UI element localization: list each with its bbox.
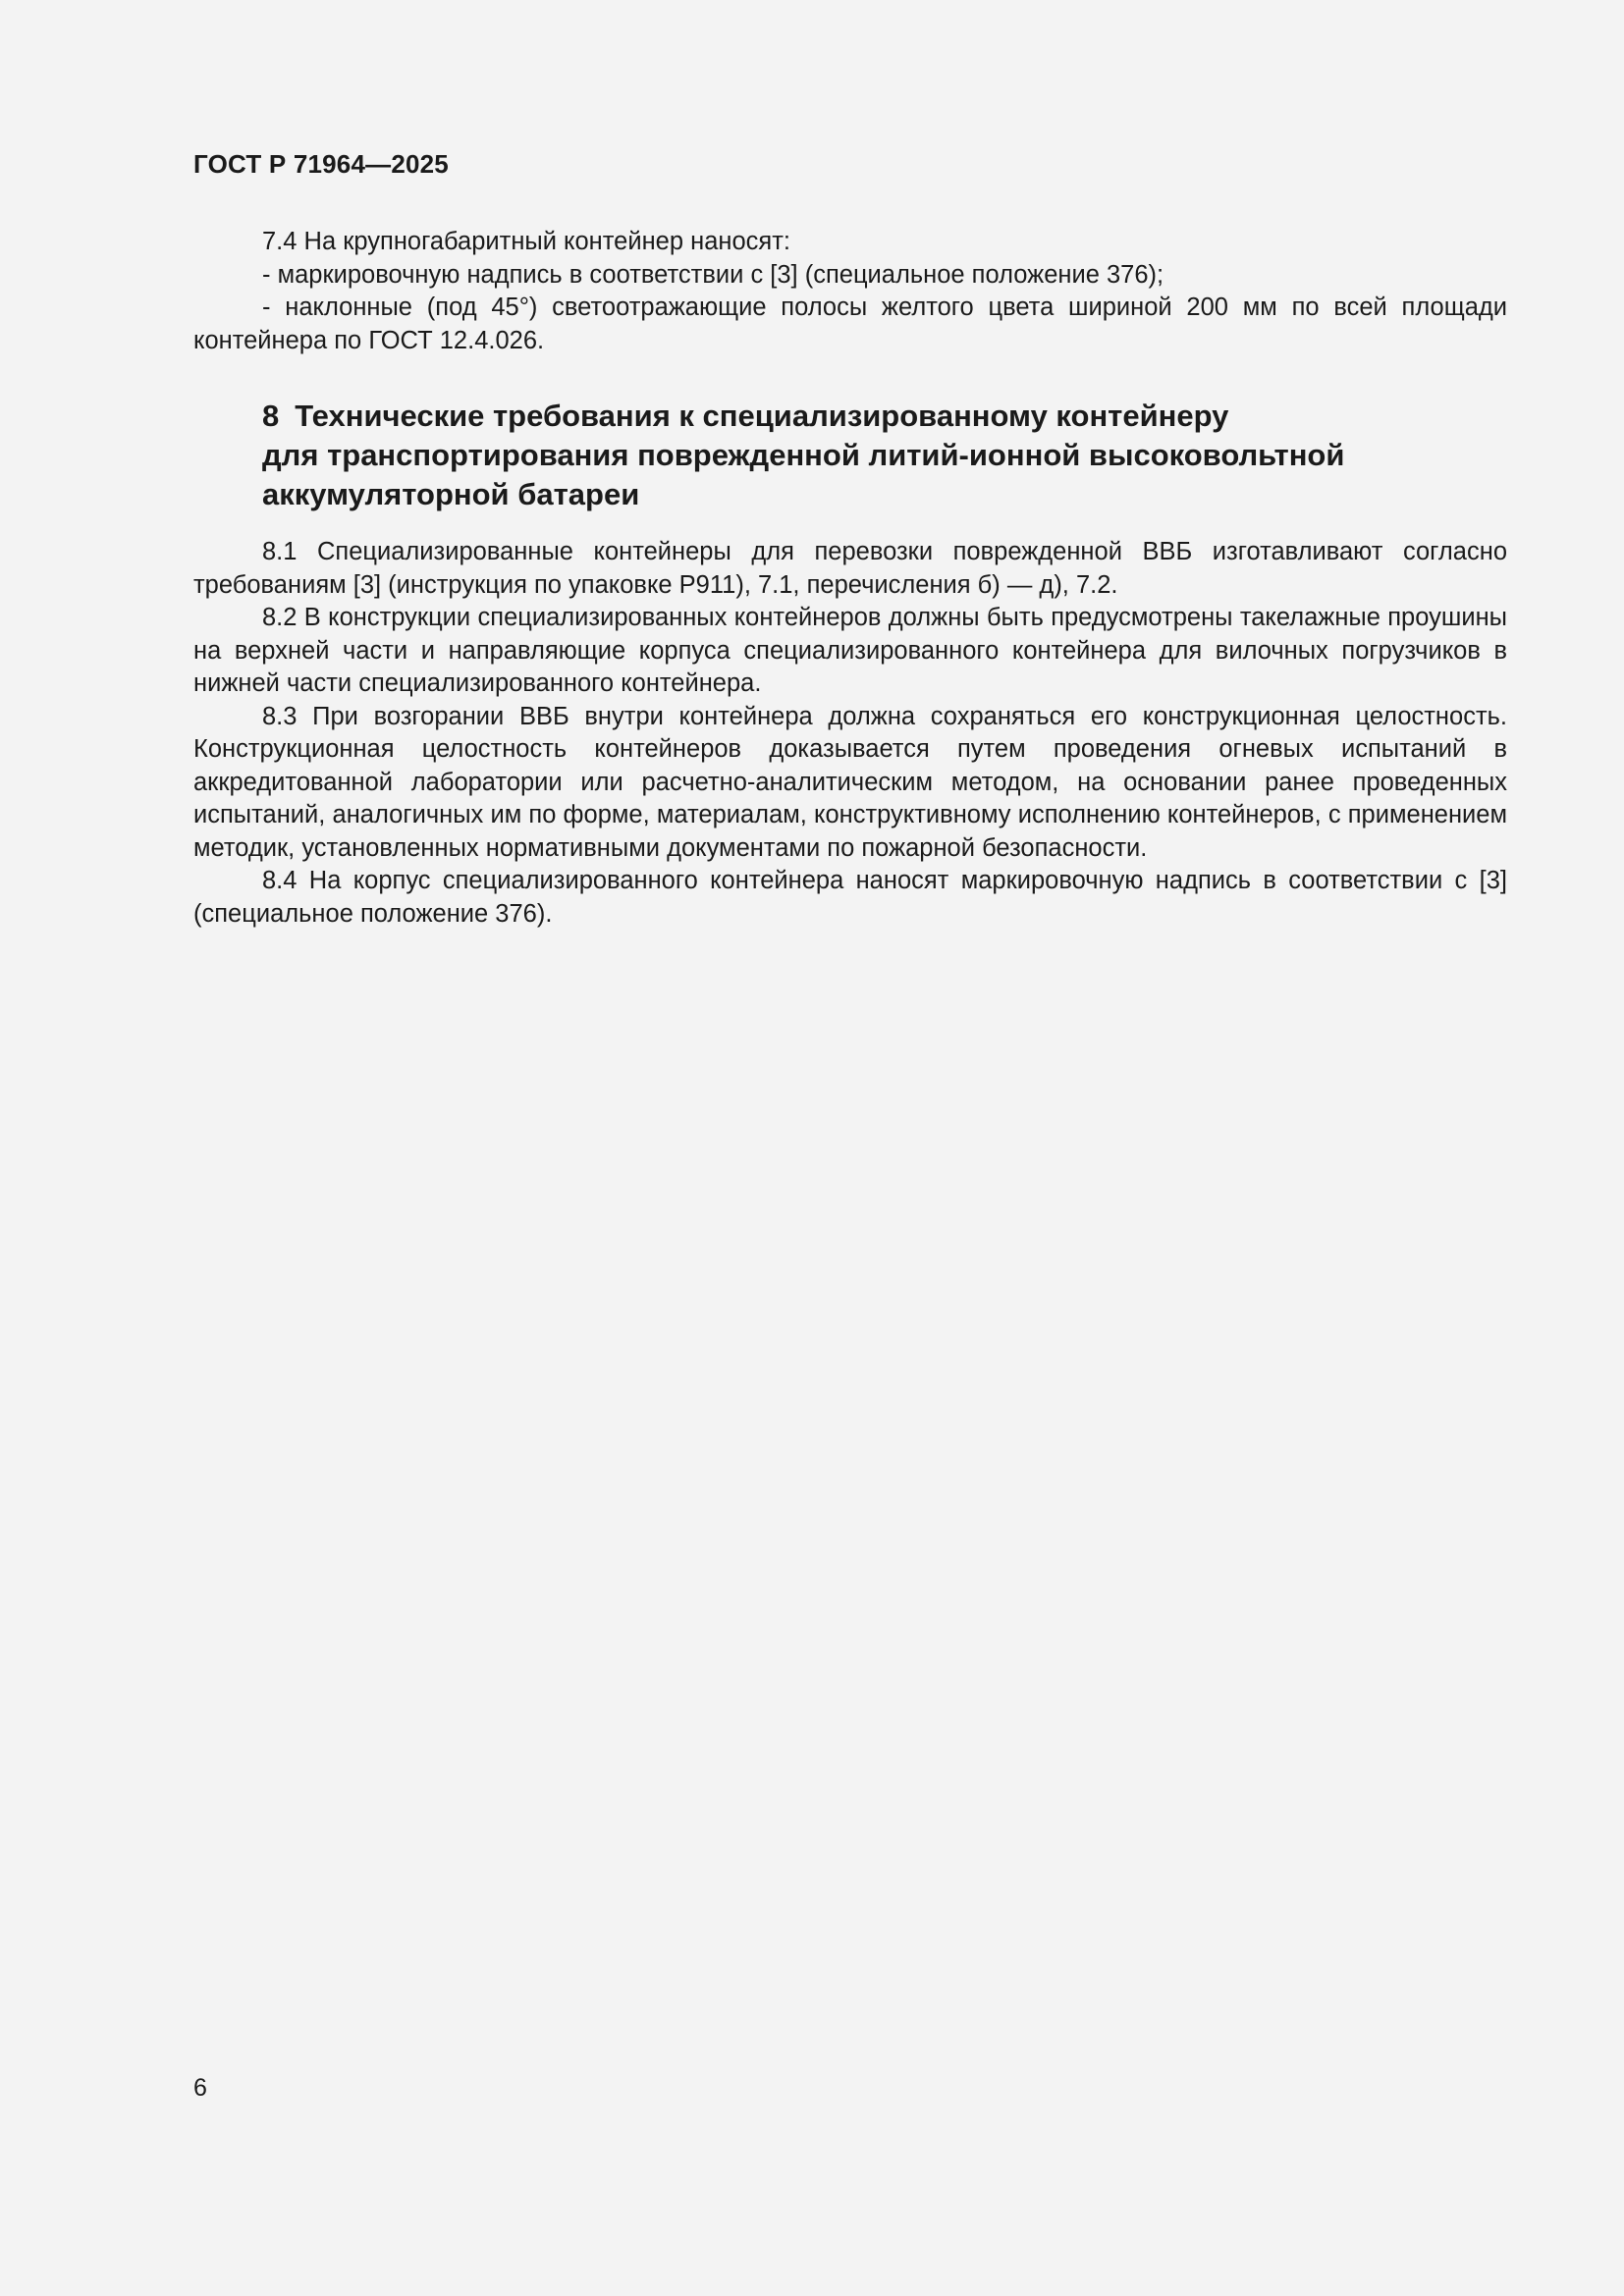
section-8-heading-line-1 xyxy=(262,397,1507,436)
section-8-heading-text-1: Технические требования к специализированному контейнеру xyxy=(295,399,1229,433)
clause-8-4: 8.4 На корпус специализированного контейнера наносят маркировочную надпись в соответствии с [3] (специальное положение 376). xyxy=(193,867,1507,928)
section-8-heading xyxy=(193,397,1507,514)
clause-7-4-item-1: - маркировочную надпись в соответствии с [3] (специальное положение 376); xyxy=(262,260,1164,289)
section-8-heading-line-3: аккумуляторной батареи xyxy=(262,477,640,511)
clause-7-4: 7.4 На крупногабаритный контейнер наносят: xyxy=(262,228,790,255)
clause-8-3: 8.3 При возгорании ВВБ внутри контейнера должна сохраняться его конструкционная целостность. Конструкционная целостность контейнеров доказывается путем проведения огневых испытаний в аккредитованной лаборатории или расчетно-аналитическим методом, на основании ранее проведенных испытаний, аналогичных им по форме, материалам, конструктивному исполнению контейнеров, с применением методик, установленных нормативными документами по пожарной безопасности. xyxy=(193,702,1507,862)
section-8-heading-line-2: для транспортирования поврежденной литий-ионной высоковольтной xyxy=(262,438,1345,472)
clause-8-1: 8.1 Специализированные контейнеры для перевозки поврежденной ВВБ изготавливают согласно требованиям [3] (инструкция по упаковке Р911), 7.1, перечисления б) — д), 7.2. xyxy=(193,538,1507,599)
document-header: ГОСТ Р 71964—2025 xyxy=(193,149,449,179)
section-8-number: 8 xyxy=(262,399,280,433)
clause-8-2: 8.2 В конструкции специализированных контейнеров должны быть предусмотрены такелажные проушины на верхней части и направляющие корпуса специализированного контейнера для вилочных погрузчиков в нижней части специализированного контейнера. xyxy=(193,604,1507,697)
clause-7-4-item-2: - наклонные (под 45°) светоотражающие полосы желтого цвета шириной 200 мм по всей площади контейнера по ГОСТ 12.4.026. xyxy=(193,294,1507,354)
page-number: 6 xyxy=(193,2074,207,2102)
document-body xyxy=(193,226,1507,931)
